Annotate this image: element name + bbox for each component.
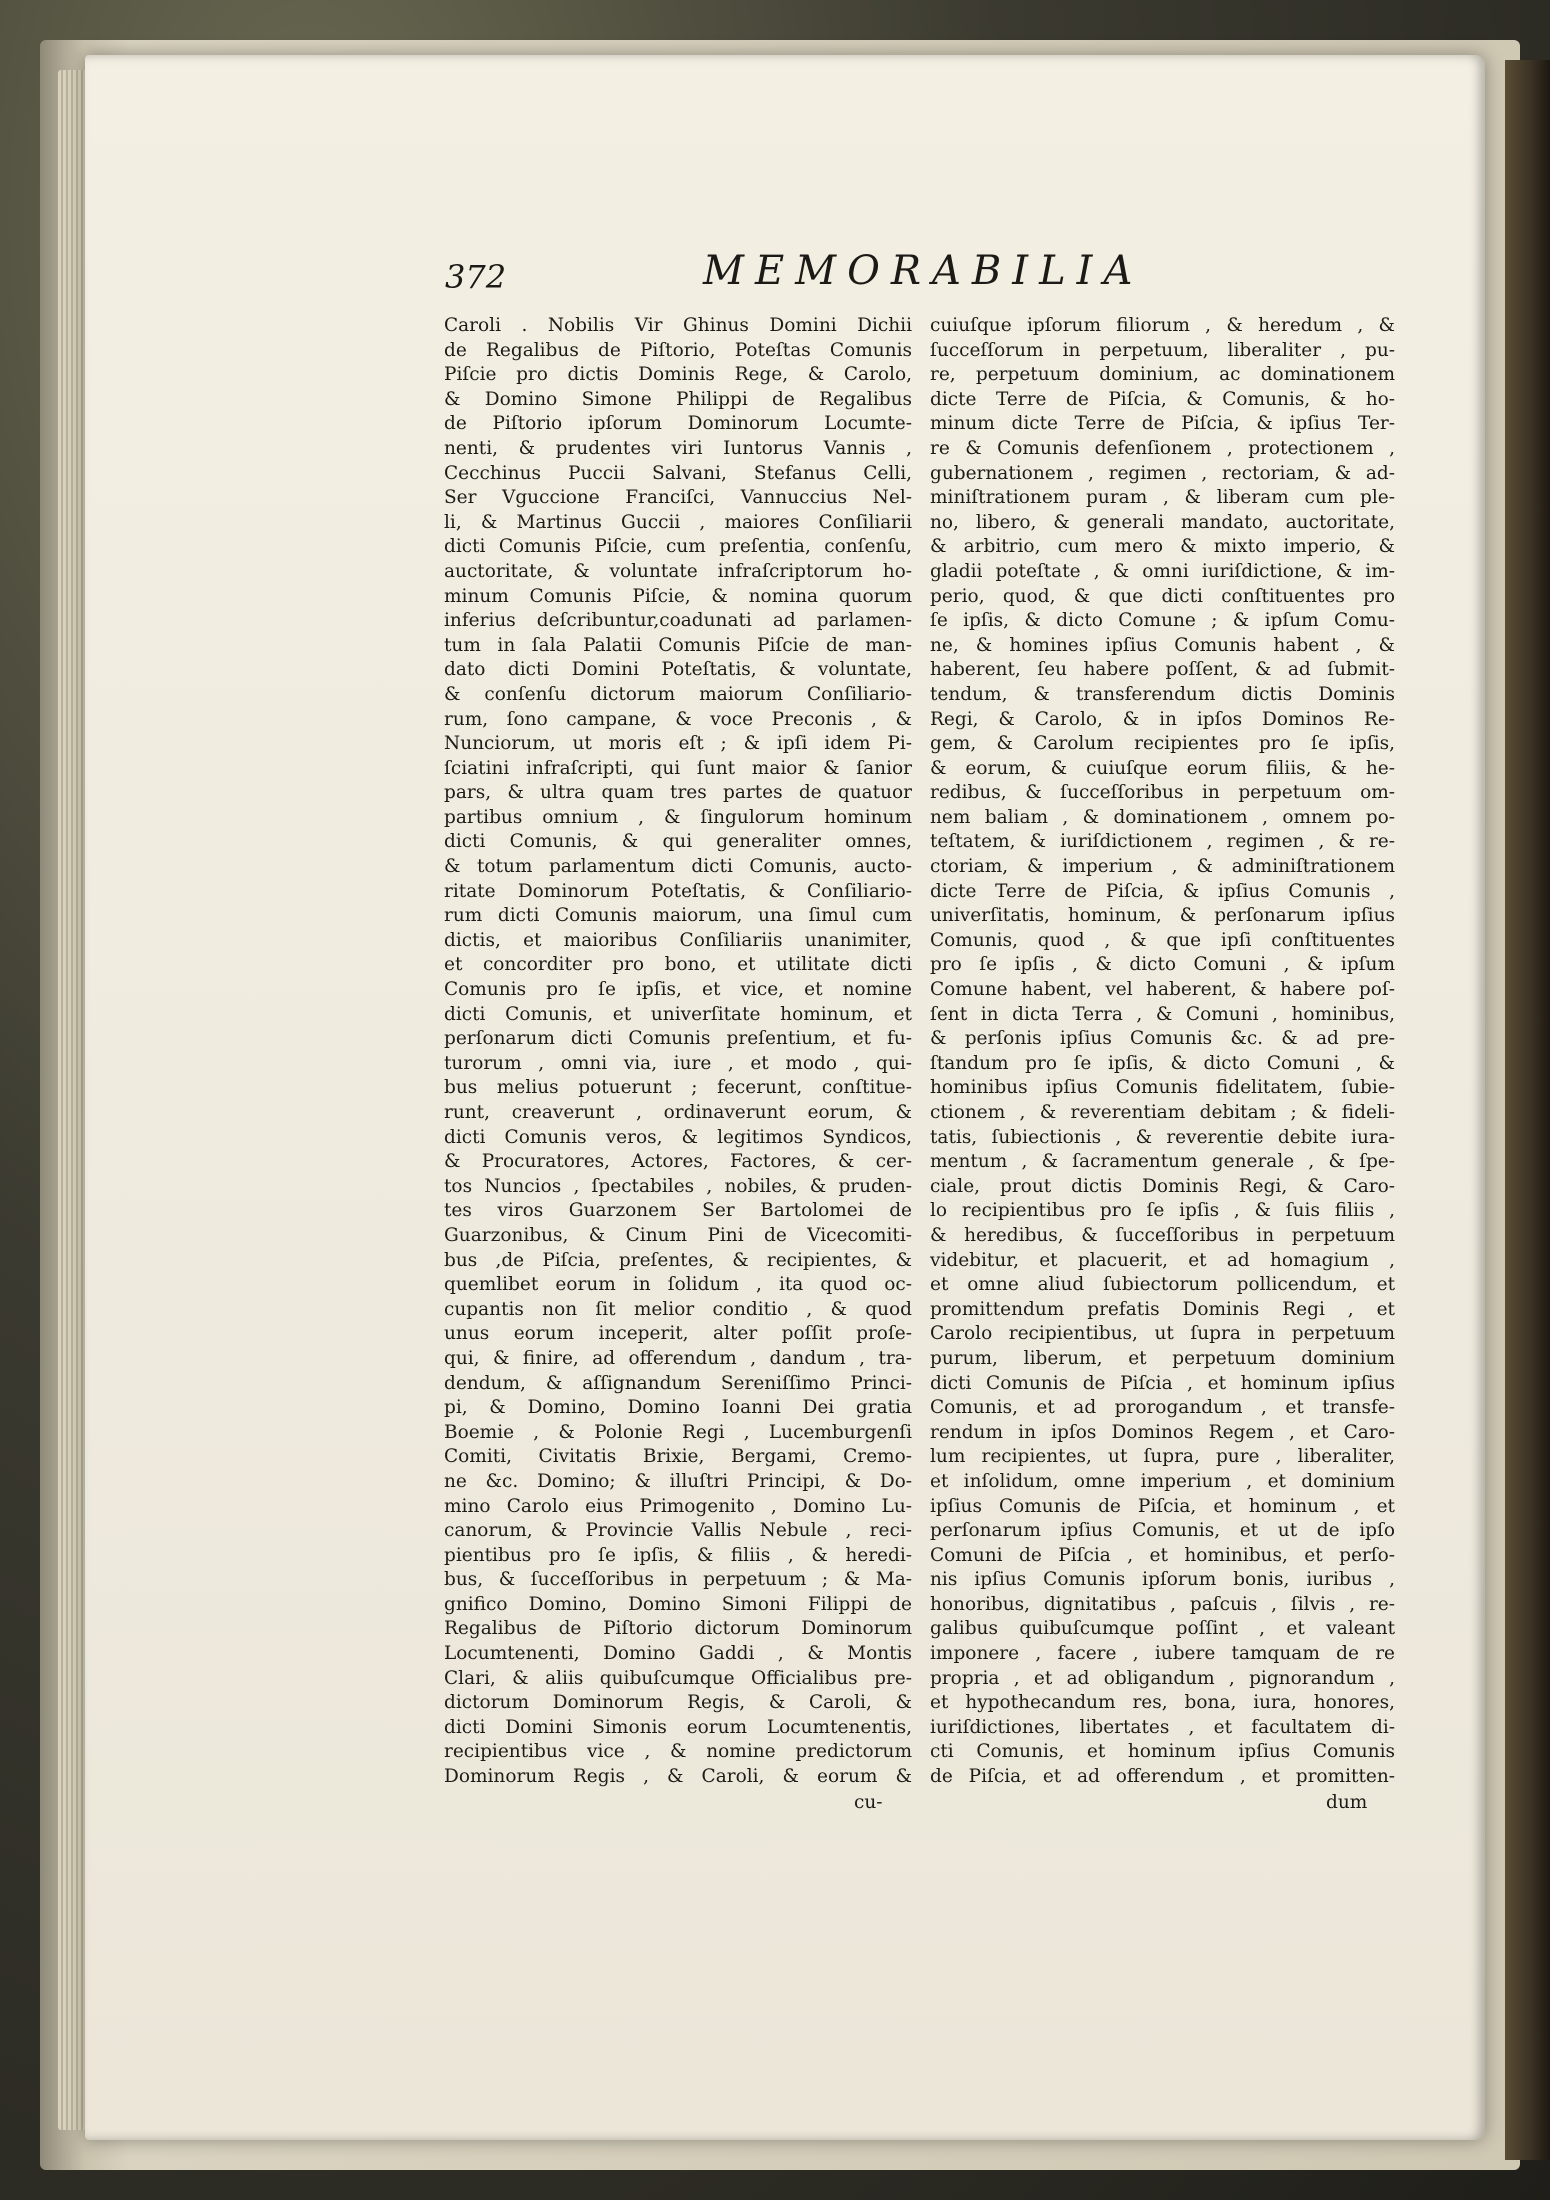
- text-line: haberent, ſeu habere poſſent, & ad ſubmit-: [930, 659, 1395, 681]
- text-line: dictorum Dominorum Regis, & Caroli, &: [444, 1692, 912, 1714]
- text-line: gladii poteſtate , & omni iuriſdictione, & im-: [930, 560, 1395, 582]
- text-line: rum, ſono campane, & voce Preconis , &: [444, 708, 912, 730]
- text-line: imponere , facere , iubere tamquam de re: [930, 1643, 1395, 1665]
- text-line: Cecchinus Puccii Salvani, Stefanus Celli,: [444, 462, 912, 484]
- text-line: Caroli . Nobilis Vir Ghinus Domini Dichii: [444, 315, 912, 336]
- text-line: Clari, & aliis quibuſcumque Officialibus pre-: [444, 1667, 912, 1689]
- text-line: Dominorum Regis , & Caroli, & eorum &: [444, 1766, 912, 1788]
- text-line: Nunciorum, ut moris eſt ; & ipſi idem Pi-: [444, 733, 912, 755]
- text-line: & totum parlamentum dicti Comunis, aucto-: [444, 856, 912, 878]
- text-line: dicte Terre de Piſcia, & Comunis, & ho-: [930, 388, 1395, 410]
- text-line: Boemie , & Polonie Regi , Lucemburgenſi: [444, 1421, 912, 1443]
- text-line: canorum, & Provincie Vallis Nebule , reci-: [444, 1520, 912, 1542]
- text-line: & eorum, & cuiuſque eorum filiis, & he-: [930, 757, 1395, 779]
- text-line: lo recipientibus pro ſe ipſis , & ſuis filiis ,: [930, 1200, 1395, 1222]
- text-line: teſtatem, & iuriſdictionem , regimen , & re-: [930, 831, 1395, 853]
- text-line: turorum , omni via, iure , et modo , qui-: [444, 1052, 912, 1074]
- text-line: auctoritate, & voluntate infraſcriptorum ho-: [444, 560, 912, 582]
- running-header: [445, 248, 1175, 308]
- text-line: de Piſtorio ipſorum Dominorum Locumte-: [444, 413, 912, 435]
- text-line: gubernationem , regimen , rectoriam, & ad-: [930, 462, 1395, 484]
- text-line: bus melius potuerunt ; fecerunt, conſtitue-: [444, 1077, 912, 1099]
- text-line: ctionem , & reverentiam debitam ; & fideli-: [930, 1102, 1395, 1123]
- text-line: dictis, et maioribus Conſiliariis unanimiter,: [444, 929, 912, 951]
- text-line: & heredibus, & ſucceſſoribus in perpetuum: [930, 1224, 1395, 1246]
- text-line: cuiuſque ipſorum filiorum , & heredum , &: [930, 315, 1395, 336]
- text-line: gem, & Carolum recipientes pro ſe ipſis,: [930, 733, 1395, 755]
- text-line: re, perpetuum dominium, ac dominationem: [930, 364, 1395, 386]
- text-line: no, libero, & generali mandato, auctoritate,: [930, 511, 1395, 533]
- text-line: Carolo recipientibus, ut ſupra in perpetuum: [930, 1323, 1395, 1345]
- text-line: Comuni de Piſcia , et hominibus, et perſo-: [930, 1544, 1395, 1566]
- text-line: pro ſe ipſis , & dicto Comuni , & ipſum: [930, 954, 1395, 976]
- text-line: dicti Comunis Piſcie, cum preſentia, conſenſu,: [444, 536, 912, 558]
- text-line: dicti Comunis de Piſcia , et hominum ipſius: [930, 1372, 1395, 1394]
- text-line: & perſonis ipſius Comunis &c. & ad pre-: [930, 1028, 1395, 1050]
- text-line: et concorditer pro bono, et utilitate dicti: [444, 954, 912, 976]
- text-line: Regi, & Carolo, & in ipſos Dominos Re-: [930, 708, 1395, 730]
- running-title: MEMORABILIA: [703, 248, 1144, 294]
- text-line: li, & Martinus Guccii , maiores Conſiliarii: [444, 511, 912, 533]
- right-catchword: dum: [1326, 1792, 1368, 1813]
- text-line: galibus quibuſcumque poſſint , et valeant: [930, 1618, 1395, 1640]
- text-line: de Regalibus de Piſtorio, Poteſtas Comunis: [444, 339, 912, 361]
- text-line: nem baliam , & dominationem , omnem po-: [930, 806, 1395, 828]
- text-line: dicti Comunis, et univerſitate hominum, et: [444, 1003, 912, 1025]
- text-line: ſe ipſis, & dicto Comune ; & ipſum Comu-: [930, 610, 1395, 632]
- text-line: ſtandum pro ſe ipſis, & dicto Comuni , &: [930, 1052, 1395, 1074]
- text-line: Locumtenenti, Domino Gaddi , & Montis: [444, 1643, 912, 1665]
- text-line: dicti Domini Simonis eorum Locumtenentis,: [444, 1716, 912, 1738]
- text-line: purum, liberum, et perpetuum dominium: [930, 1347, 1395, 1369]
- text-line: tum in ſala Palatii Comunis Piſcie de man-: [444, 634, 912, 656]
- text-line: Comiti, Civitatis Brixie, Bergami, Cremo-: [444, 1446, 912, 1468]
- text-line: bus, & ſucceſſoribus in perpetuum ; & Ma-: [444, 1569, 912, 1591]
- page-stack: [58, 70, 88, 2130]
- text-line: tes viros Guarzonem Ser Bartolomei de: [444, 1200, 912, 1222]
- text-line: dicte Terre de Piſcia, & ipſius Comunis ,: [930, 880, 1395, 902]
- text-line: ſciatini infraſcripti, qui ſunt maior & ſanior: [444, 757, 912, 779]
- text-line: pientibus pro ſe ipſis, & filiis , & heredi-: [444, 1544, 912, 1566]
- text-line: rendum in ipſos Dominos Regem , et Caro-: [930, 1421, 1395, 1443]
- text-line: cti Comunis, et hominum ipſius Comunis: [930, 1741, 1395, 1763]
- text-line: dicti Comunis veros, & legitimos Syndicos,: [444, 1126, 912, 1148]
- text-line: & conſenſu dictorum maiorum Conſiliario-: [444, 683, 912, 705]
- text-line: recipientibus vice , & nomine predictorum: [444, 1741, 912, 1763]
- text-line: dato dicti Domini Poteſtatis, & voluntate,: [444, 659, 912, 681]
- text-line: tos Nuncios , ſpectabiles , nobiles, & pruden-: [444, 1175, 912, 1197]
- text-line: qui, & finire, ad offerendum , dandum , tra-: [444, 1347, 912, 1369]
- left-text-column: [444, 314, 912, 1790]
- text-line: Comunis, et ad prorogandum , et transfe-: [930, 1397, 1395, 1419]
- right-text-column: [930, 314, 1395, 1790]
- text-line: redibus, & ſucceſſoribus in perpetuum om-: [930, 782, 1395, 804]
- text-line: Piſcie pro dictis Dominis Rege, & Carolo,: [444, 364, 912, 386]
- text-line: re & Comunis defenſionem , protectionem ,: [930, 437, 1395, 459]
- text-line: gnifico Domino, Domino Simoni Filippi de: [444, 1593, 912, 1615]
- text-line: iuriſdictiones, libertates , et facultatem di-: [930, 1716, 1395, 1738]
- text-line: ſucceſſorum in perpetuum, liberaliter , pu-: [930, 339, 1395, 361]
- text-line: unus eorum inceperit, alter poſſit proſe-: [444, 1323, 912, 1345]
- text-line: rum dicti Comunis maiorum, una ſimul cum: [444, 905, 912, 927]
- text-line: ciale, prout dictis Dominis Regi, & Caro-: [930, 1175, 1395, 1197]
- text-line: pi, & Domino, Domino Ioanni Dei gratia: [444, 1397, 912, 1419]
- text-line: Regalibus de Piſtorio dictorum Dominorum: [444, 1618, 912, 1640]
- text-line: ſent in dicta Terra , & Comuni , hominibus,: [930, 1003, 1395, 1025]
- text-line: nenti, & prudentes viri Iuntorus Vannis ,: [444, 437, 912, 459]
- text-line: quemlibet eorum in ſolidum , ita quod oc-: [444, 1274, 912, 1296]
- text-line: Comune habent, vel haberent, & habere poſ-: [930, 979, 1395, 1001]
- text-line: & arbitrio, cum mero & mixto imperio, &: [930, 536, 1395, 558]
- text-line: cupantis non ſit melior conditio , & quod: [444, 1298, 912, 1320]
- text-line: & Procuratores, Actores, Factores, & cer-: [444, 1151, 912, 1173]
- text-line: Comunis, quod , & que ipſi conſtituentes: [930, 929, 1395, 951]
- text-line: ne &c. Domino; & illuſtri Principi, & Do-: [444, 1470, 912, 1492]
- text-line: ipſius Comunis de Piſcia, et hominum , et: [930, 1495, 1395, 1517]
- text-line: tendum, & transferendum dictis Dominis: [930, 683, 1395, 705]
- text-line: perio, quod, & que dicti conſtituentes pro: [930, 585, 1395, 607]
- text-line: ritate Dominorum Poteſtatis, & Conſiliario-: [444, 880, 912, 902]
- text-line: mentum , & ſacramentum generale , & ſpe-: [930, 1151, 1395, 1173]
- left-catchword: cu-: [854, 1792, 883, 1813]
- text-line: tatis, ſubiectionis , & reverentie debite iura-: [930, 1126, 1395, 1148]
- text-line: Ser Vguccione Franciſci, Vannuccius Nel-: [444, 487, 912, 509]
- text-line: hominibus ipſius Comunis fidelitatem, ſubie-: [930, 1077, 1395, 1099]
- text-line: et hypothecandum res, bona, iura, honores,: [930, 1692, 1395, 1714]
- text-line: videbitur, et placuerit, et ad homagium ,: [930, 1249, 1395, 1271]
- text-line: mino Carolo eius Primogenito , Domino Lu-: [444, 1495, 912, 1517]
- text-line: nis ipſius Comunis ipſorum bonis, iuribus ,: [930, 1569, 1395, 1591]
- text-line: inferius deſcribuntur,coadunati ad parlamen-: [444, 610, 912, 632]
- text-line: minum dicte Terre de Piſcia, & ipſius Ter-: [930, 413, 1395, 435]
- text-line: Comunis pro ſe ipſis, et vice, et nomine: [444, 979, 912, 1001]
- text-line: de Piſcia, et ad offerendum , et promitten-: [930, 1766, 1395, 1788]
- text-line: univerſitatis, hominum, & perſonarum ipſius: [930, 905, 1395, 927]
- text-line: dendum, & aſſignandum Sereniſſimo Princi-: [444, 1372, 912, 1394]
- text-line: minum Comunis Piſcie, & nomina quorum: [444, 585, 912, 607]
- text-line: ctoriam, & imperium , & adminiſtrationem: [930, 856, 1395, 878]
- text-line: bus ,de Piſcia, preſentes, & recipientes, &: [444, 1249, 912, 1271]
- text-line: et inſolidum, omne imperium , et dominium: [930, 1470, 1395, 1492]
- text-line: perſonarum ipſius Comunis, et ut de ipſo: [930, 1520, 1395, 1542]
- text-line: ne, & homines ipſius Comunis habent , &: [930, 634, 1395, 656]
- text-line: honoribus, dignitatibus , paſcuis , ſilvis , re-: [930, 1593, 1395, 1615]
- text-line: & Domino Simone Philippi de Regalibus: [444, 388, 912, 410]
- text-line: et omne aliud ſubiectorum pollicendum, et: [930, 1274, 1395, 1296]
- text-line: pars, & ultra quam tres partes de quatuor: [444, 782, 912, 804]
- page-number: 372: [445, 258, 507, 296]
- text-line: lum recipientes, ut ſupra, pure , liberaliter,: [930, 1446, 1395, 1468]
- text-line: miniſtrationem puram , & liberam cum ple-: [930, 487, 1395, 509]
- text-line: runt, creaverunt , ordinaverunt eorum, &: [444, 1102, 912, 1123]
- text-line: perſonarum dicti Comunis preſentium, et fu-: [444, 1028, 912, 1050]
- text-line: Guarzonibus, & Cinum Pini de Vicecomiti-: [444, 1224, 912, 1246]
- text-line: promittendum prefatis Dominis Regi , et: [930, 1298, 1395, 1320]
- text-line: dicti Comunis, & qui generaliter omnes,: [444, 831, 912, 853]
- book-spine: [1505, 60, 1550, 2160]
- text-line: propria , et ad obligandum , pignorandum ,: [930, 1667, 1395, 1689]
- text-line: partibus omnium , & ſingulorum hominum: [444, 806, 912, 828]
